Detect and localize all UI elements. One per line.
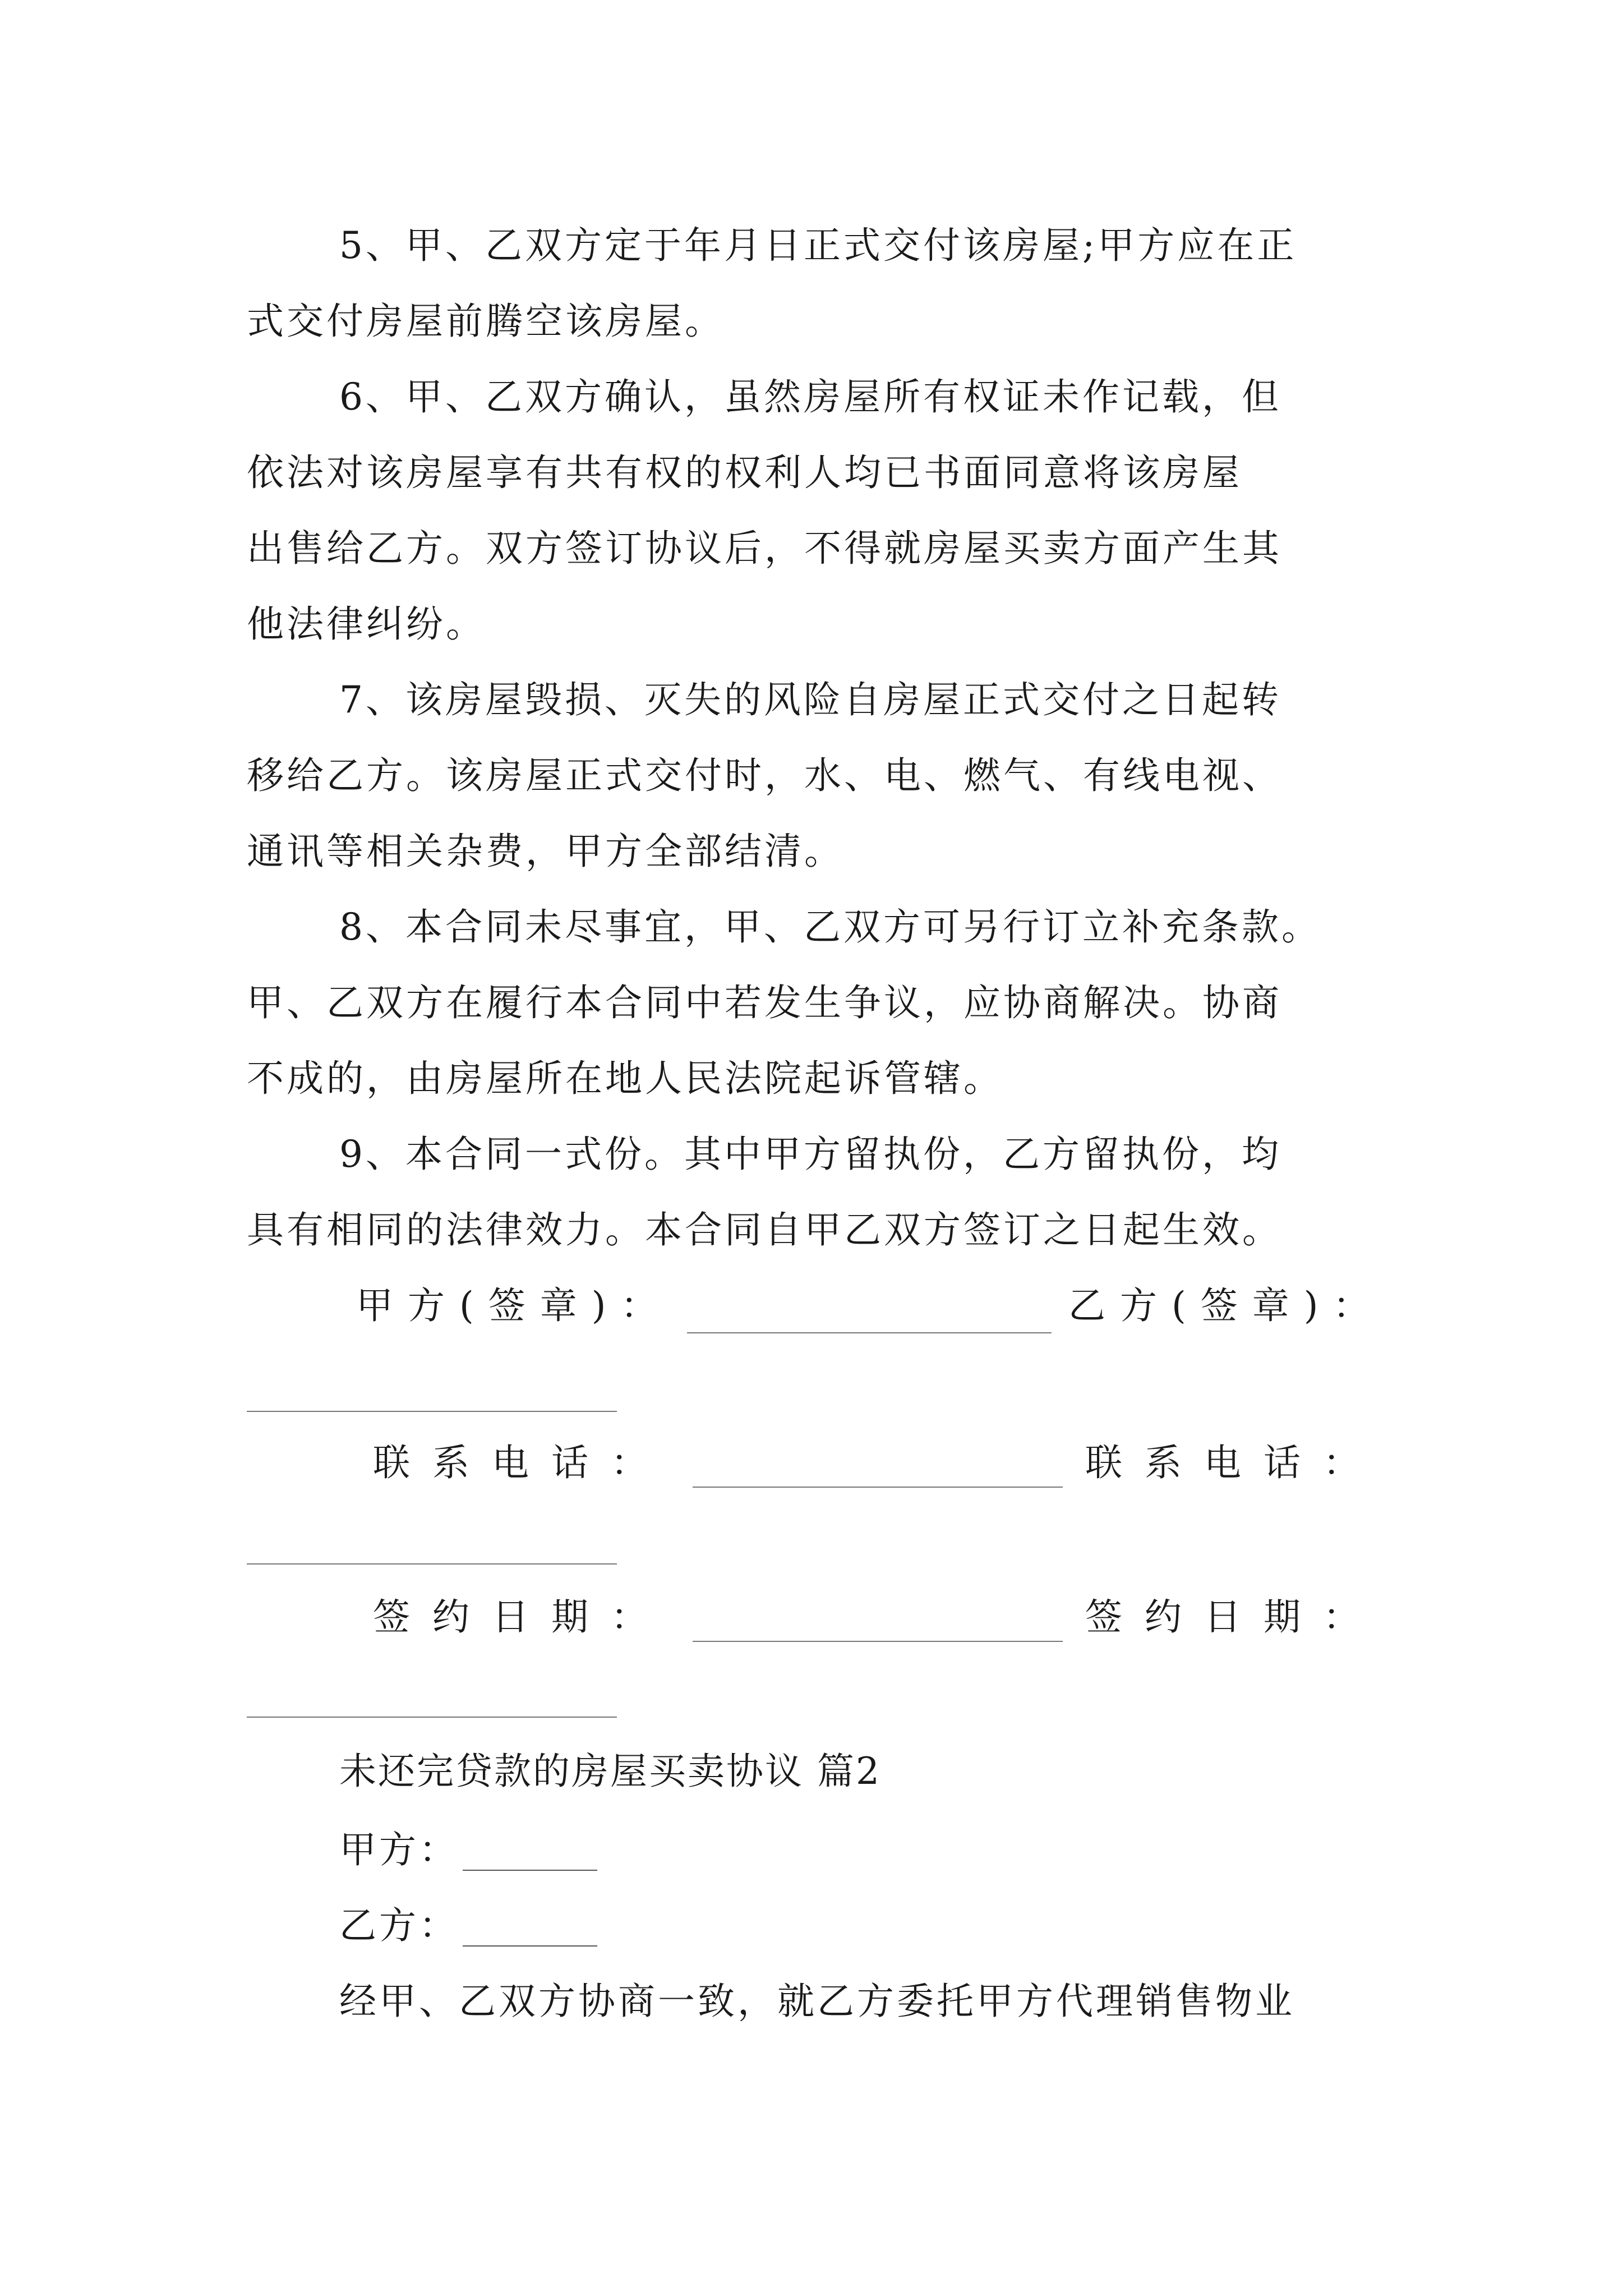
party-b-signature-line [247,1411,617,1412]
clause-8-line-1: 8、本合同未尽事宜，甲、乙双方可另行订立补充条款。 [339,905,1321,949]
section-2-party-b-label: 乙方： [339,1904,459,1947]
clause-6-line-2: 依法对该房屋享有共有权的权利人均已书面同意将该房屋 [247,451,1242,494]
clause-9-line-1: 9、本合同一式份。其中甲方留执份，乙方留执份，均 [339,1133,1281,1176]
clause-5-line-2: 式交付房屋前腾空该房屋。 [247,300,725,343]
party-b-date-line [247,1717,617,1718]
clause-6-line-4: 他法律纠纷。 [247,602,486,646]
section-2-intro: 经甲、乙双方协商一致，就乙方委托甲方代理销售物业 [339,1980,1295,2023]
party-a-phone-line [693,1487,1063,1488]
party-a-date-line [693,1641,1063,1642]
section-2-party-b-line [463,1945,597,1947]
party-b-date-label: 签约日期： [1085,1595,1382,1639]
clause-9-line-2: 具有相同的法律效力。本合同自甲乙双方签订之日起生效。 [247,1208,1282,1251]
clause-6-line-3: 出售给乙方。双方签订协议后，不得就房屋买卖方面产生其 [247,527,1282,570]
clause-7-line-1: 7、该房屋毁损、灭失的风险自房屋正式交付之日起转 [339,678,1281,721]
party-b-signature-label: 乙方(签章)： [1068,1284,1385,1327]
clause-5-line-1: 5、甲、乙双方定于年月日正式交付该房屋;甲方应在正 [339,224,1297,267]
section-2-title: 未还完贷款的房屋买卖协议 篇2 [339,1750,881,1793]
clause-6-line-1: 6、甲、乙双方确认，虽然房屋所有权证未作记载，但 [339,375,1281,418]
party-a-date-label: 签约日期： [373,1595,670,1639]
party-a-phone-label: 联系电话： [373,1441,670,1484]
party-b-phone-label: 联系电话： [1085,1441,1382,1484]
party-a-signature-line [687,1332,1052,1333]
clause-7-line-2: 移给乙方。该房屋正式交付时，水、电、燃气、有线电视、 [247,754,1282,797]
section-2-party-a-label: 甲方： [339,1828,459,1871]
clause-7-line-3: 通讯等相关杂费，甲方全部结清。 [247,830,844,873]
clause-8-line-2: 甲、乙双方在履行本合同中若发生争议，应协商解决。协商 [247,981,1282,1024]
clause-8-line-3: 不成的，由房屋所在地人民法院起诉管辖。 [247,1057,1003,1100]
party-b-phone-line [247,1563,617,1565]
party-a-signature-label: 甲方(签章)： [356,1284,672,1327]
section-2-party-a-line [463,1870,597,1871]
